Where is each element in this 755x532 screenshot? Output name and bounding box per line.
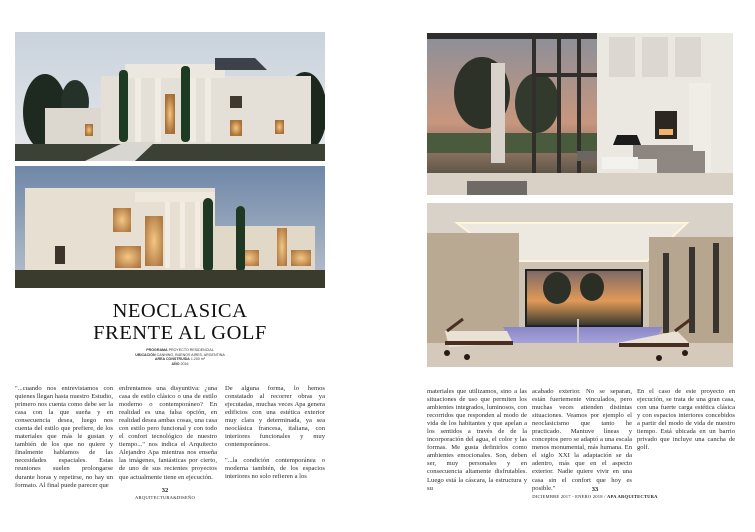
body-column-1 (15, 385, 113, 498)
body-column-4 (427, 388, 527, 501)
body-column-2 (119, 385, 217, 490)
meta-ubicacion: UBICACIÓN CANNING, BUENOS AIRES, ARGENTINA (135, 352, 225, 357)
issue-line (505, 493, 685, 500)
meta-programa: PROGRAMA PROYECTO RESIDENCIAL (146, 348, 214, 352)
paragraph: acabado exterior. No se separan, están fuertemente vinculados, pero muchas veces atienden distintas situaciones. Veamos por ejemplo el neoclasicismo que tanto he practicado. Mantuve líneas y conceptos pero se adaptó a una escala menos monumental, más humana. En el siglo XXI la adaptación se da adentro, más que en el aspecto exterior. Nadie quiere vivir en una casa sin el confort que hoy es posible." (532, 388, 632, 492)
body-column-5 (532, 388, 632, 501)
body-column-3 (225, 385, 325, 490)
issue-date: DICIEMBRE 2017 - ENERO 2018 / (532, 494, 606, 499)
photo-indoor-pool (427, 203, 733, 367)
publication-name: APA ARQUITECTURA (606, 494, 658, 499)
folio-right (505, 486, 685, 500)
page-number: 33 (591, 486, 599, 493)
photo-facade-side (15, 166, 325, 288)
body-column-6 (637, 388, 735, 460)
paragraph: "...cuando nos entrevistamos con quienes llegan hasta nuestro Estudio, primero nos cuenta como debe ser la casa con la que sueña y en consecuencia desea, luego nos cuenta del estilo que prefiere, de los materiales que más le gustan y también de los que no quiere y finalmente hablamos de las necesidades espaciales. Estas reuniones suelen prolongarse durante horas y repetirse, no hay un formato. Al final puede parecer que (15, 385, 113, 489)
title-line-2: FRENTE AL GOLF (93, 322, 267, 344)
paragraph: materiales que utilizamos, sino a las situaciones de uso que permiten los ambientes integrados, luminosos, con recorridos que responden al modo de vida de los habitantes y que apelan a los sentidos a través de de la incorporación del agua, el color y las formas. Me gusta definirlos como ambientes emocionales. Son, deben ser, muy personales y en consecuencia altamente disfrutables. Luego está la cáscara, la estructura y su (427, 388, 527, 492)
meta-anio: AÑO 2016 (171, 361, 189, 366)
folio-left (105, 487, 225, 501)
publication-name: ARQUITECTURA&DISEÑO (135, 495, 195, 500)
paragraph: "...la condición contemporánea o moderna también, de los espacios interiores no solo refieren a los (225, 457, 325, 481)
paragraph: En el caso de este proyecto en ejecución, se trata de una gran casa, con una fuerte carga estética clásica y con espacios interiores concebidos a partir del modo de vida de nuestro tiempo. Está ubicada en un barrio privado que incluye una cancha de golf. (637, 388, 735, 452)
paragraph: De alguna forma, lo hemos constatado al recorrer obras ya ejecutadas, muchas veces Apa genera edificios con una estética exterior muy clara y determinada, ya sea neoclásica francesa, italiana, con interiores funcionales y muy contemporáneos. (225, 385, 325, 449)
page-number: 32 (161, 487, 169, 494)
paragraph: enfrentamos una disyuntiva: ¿una casa de estilo clásico o una de estilo moderno o contemporáneo? En realidad es una falsa opción, en realidad desea ambas cosas, una casa con estilo pero funcional y con todo el confort tecnológico de nuestro tiempo..." nos indica el Arquitecto Alejandro Apa mientras nos enseña las imágenes, fantásticas por cierto, de uno de sus recientes proyectos que actualmente tiene en ejecución. (119, 385, 217, 481)
photo-living-room (427, 33, 733, 195)
title-line-1: NEOCLASICA (112, 300, 248, 322)
photo-facade-front (15, 32, 325, 161)
article-title (60, 300, 300, 344)
project-info (100, 348, 260, 366)
meta-area: AREA CONSTRUIDA 1.200 m² (154, 357, 206, 362)
